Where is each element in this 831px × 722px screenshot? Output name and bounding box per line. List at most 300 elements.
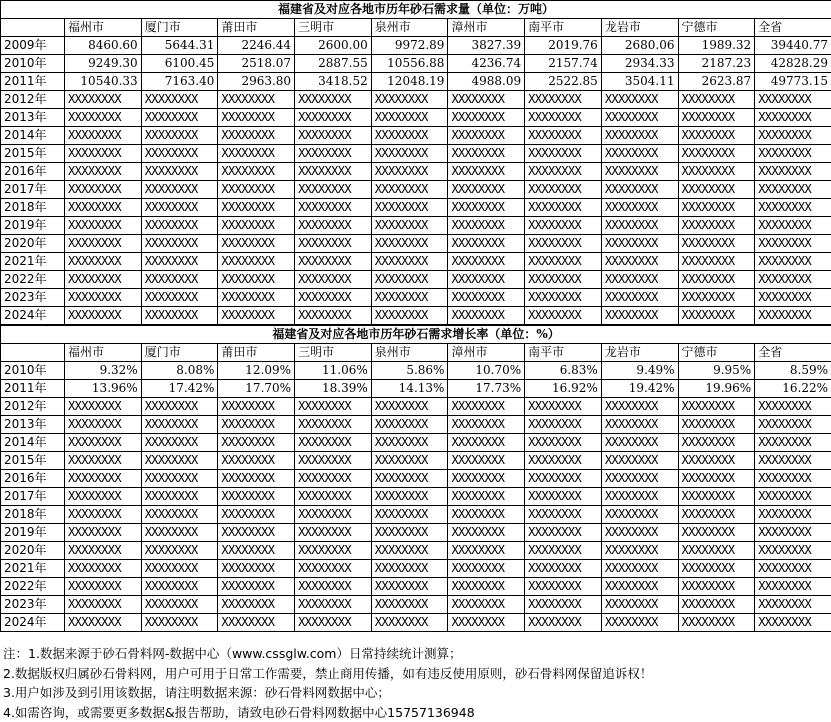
value-cell[interactable]: 12048.19	[371, 73, 448, 91]
value-cell[interactable]: 9.49%	[601, 362, 678, 380]
column-header[interactable]: 龙岩市	[601, 344, 678, 362]
masked-cell[interactable]: XXXXXXXX	[141, 235, 218, 253]
year-cell[interactable]: 2016年	[1, 163, 65, 181]
value-cell[interactable]: 8.08%	[141, 362, 218, 380]
value-cell[interactable]: 2522.85	[525, 73, 602, 91]
masked-cell[interactable]: XXXXXXXX	[448, 307, 525, 325]
masked-cell[interactable]: XXXXXXXX	[295, 181, 372, 199]
masked-cell[interactable]: XXXXXXXX	[65, 542, 142, 560]
masked-cell[interactable]: XXXXXXXX	[678, 506, 755, 524]
masked-cell[interactable]: XXXXXXXX	[448, 145, 525, 163]
column-header[interactable]: 南平市	[525, 19, 602, 37]
masked-cell[interactable]: XXXXXXXX	[525, 109, 602, 127]
year-cell[interactable]: 2014年	[1, 127, 65, 145]
masked-cell[interactable]: XXXXXXXX	[141, 109, 218, 127]
masked-cell[interactable]: XXXXXXXX	[371, 596, 448, 614]
masked-cell[interactable]: XXXXXXXX	[448, 488, 525, 506]
masked-cell[interactable]: XXXXXXXX	[525, 524, 602, 542]
masked-cell[interactable]: XXXXXXXX	[295, 217, 372, 235]
year-cell[interactable]: 2015年	[1, 145, 65, 163]
masked-cell[interactable]: XXXXXXXX	[678, 163, 755, 181]
masked-cell[interactable]: XXXXXXXX	[141, 163, 218, 181]
masked-cell[interactable]: XXXXXXXX	[678, 452, 755, 470]
masked-cell[interactable]: XXXXXXXX	[218, 289, 295, 307]
masked-cell[interactable]: XXXXXXXX	[601, 614, 678, 632]
value-cell[interactable]: 10540.33	[65, 73, 142, 91]
masked-cell[interactable]: XXXXXXXX	[141, 596, 218, 614]
masked-cell[interactable]: XXXXXXXX	[65, 145, 142, 163]
masked-cell[interactable]: XXXXXXXX	[371, 470, 448, 488]
masked-cell[interactable]: XXXXXXXX	[448, 289, 525, 307]
corner-cell[interactable]	[1, 19, 65, 37]
masked-cell[interactable]: XXXXXXXX	[678, 199, 755, 217]
value-cell[interactable]: 49773.15	[755, 73, 831, 91]
masked-cell[interactable]: XXXXXXXX	[141, 416, 218, 434]
masked-cell[interactable]: XXXXXXXX	[218, 416, 295, 434]
value-cell[interactable]: 2518.07	[218, 55, 295, 73]
masked-cell[interactable]: XXXXXXXX	[218, 91, 295, 109]
masked-cell[interactable]: XXXXXXXX	[448, 217, 525, 235]
masked-cell[interactable]: XXXXXXXX	[601, 578, 678, 596]
year-cell[interactable]: 2016年	[1, 470, 65, 488]
masked-cell[interactable]: XXXXXXXX	[755, 578, 831, 596]
masked-cell[interactable]: XXXXXXXX	[65, 470, 142, 488]
masked-cell[interactable]: XXXXXXXX	[371, 235, 448, 253]
masked-cell[interactable]: XXXXXXXX	[218, 163, 295, 181]
masked-cell[interactable]: XXXXXXXX	[218, 614, 295, 632]
masked-cell[interactable]: XXXXXXXX	[141, 217, 218, 235]
masked-cell[interactable]: XXXXXXXX	[218, 542, 295, 560]
year-cell[interactable]: 2018年	[1, 199, 65, 217]
masked-cell[interactable]: XXXXXXXX	[525, 253, 602, 271]
masked-cell[interactable]: XXXXXXXX	[141, 145, 218, 163]
masked-cell[interactable]: XXXXXXXX	[218, 578, 295, 596]
column-header[interactable]: 漳州市	[448, 344, 525, 362]
masked-cell[interactable]: XXXXXXXX	[448, 452, 525, 470]
masked-cell[interactable]: XXXXXXXX	[218, 452, 295, 470]
masked-cell[interactable]: XXXXXXXX	[295, 524, 372, 542]
masked-cell[interactable]: XXXXXXXX	[525, 181, 602, 199]
masked-cell[interactable]: XXXXXXXX	[755, 199, 831, 217]
column-header[interactable]: 厦门市	[141, 19, 218, 37]
masked-cell[interactable]: XXXXXXXX	[65, 253, 142, 271]
masked-cell[interactable]: XXXXXXXX	[525, 235, 602, 253]
masked-cell[interactable]: XXXXXXXX	[371, 91, 448, 109]
masked-cell[interactable]: XXXXXXXX	[525, 307, 602, 325]
masked-cell[interactable]: XXXXXXXX	[448, 542, 525, 560]
masked-cell[interactable]: XXXXXXXX	[141, 199, 218, 217]
year-cell[interactable]: 2014年	[1, 434, 65, 452]
masked-cell[interactable]: XXXXXXXX	[525, 506, 602, 524]
masked-cell[interactable]: XXXXXXXX	[601, 470, 678, 488]
masked-cell[interactable]: XXXXXXXX	[65, 614, 142, 632]
masked-cell[interactable]: XXXXXXXX	[755, 614, 831, 632]
masked-cell[interactable]: XXXXXXXX	[65, 416, 142, 434]
masked-cell[interactable]: XXXXXXXX	[448, 470, 525, 488]
year-cell[interactable]: 2017年	[1, 488, 65, 506]
masked-cell[interactable]: XXXXXXXX	[65, 307, 142, 325]
masked-cell[interactable]: XXXXXXXX	[678, 614, 755, 632]
year-cell[interactable]: 2023年	[1, 289, 65, 307]
masked-cell[interactable]: XXXXXXXX	[65, 271, 142, 289]
masked-cell[interactable]: XXXXXXXX	[295, 452, 372, 470]
masked-cell[interactable]: XXXXXXXX	[371, 578, 448, 596]
masked-cell[interactable]: XXXXXXXX	[295, 163, 372, 181]
masked-cell[interactable]: XXXXXXXX	[601, 289, 678, 307]
year-cell[interactable]: 2017年	[1, 181, 65, 199]
masked-cell[interactable]: XXXXXXXX	[371, 307, 448, 325]
masked-cell[interactable]: XXXXXXXX	[755, 506, 831, 524]
masked-cell[interactable]: XXXXXXXX	[141, 542, 218, 560]
column-header[interactable]: 全省	[755, 19, 831, 37]
masked-cell[interactable]: XXXXXXXX	[371, 253, 448, 271]
year-cell[interactable]: 2019年	[1, 217, 65, 235]
masked-cell[interactable]: XXXXXXXX	[141, 578, 218, 596]
masked-cell[interactable]: XXXXXXXX	[65, 127, 142, 145]
year-cell[interactable]: 2021年	[1, 253, 65, 271]
masked-cell[interactable]: XXXXXXXX	[601, 163, 678, 181]
column-header[interactable]: 莆田市	[218, 19, 295, 37]
year-cell[interactable]: 2019年	[1, 524, 65, 542]
masked-cell[interactable]: XXXXXXXX	[755, 163, 831, 181]
masked-cell[interactable]: XXXXXXXX	[295, 91, 372, 109]
masked-cell[interactable]: XXXXXXXX	[295, 506, 372, 524]
masked-cell[interactable]: XXXXXXXX	[755, 91, 831, 109]
masked-cell[interactable]: XXXXXXXX	[371, 163, 448, 181]
value-cell[interactable]: 19.42%	[601, 380, 678, 398]
masked-cell[interactable]: XXXXXXXX	[65, 163, 142, 181]
masked-cell[interactable]: XXXXXXXX	[448, 398, 525, 416]
masked-cell[interactable]: XXXXXXXX	[678, 253, 755, 271]
masked-cell[interactable]: XXXXXXXX	[525, 91, 602, 109]
masked-cell[interactable]: XXXXXXXX	[218, 145, 295, 163]
masked-cell[interactable]: XXXXXXXX	[525, 271, 602, 289]
masked-cell[interactable]: XXXXXXXX	[65, 235, 142, 253]
masked-cell[interactable]: XXXXXXXX	[141, 470, 218, 488]
masked-cell[interactable]: XXXXXXXX	[295, 109, 372, 127]
value-cell[interactable]: 8460.60	[65, 37, 142, 55]
masked-cell[interactable]: XXXXXXXX	[678, 109, 755, 127]
year-cell[interactable]: 2010年	[1, 362, 65, 380]
masked-cell[interactable]: XXXXXXXX	[678, 434, 755, 452]
value-cell[interactable]: 9249.30	[65, 55, 142, 73]
masked-cell[interactable]: XXXXXXXX	[371, 488, 448, 506]
year-cell[interactable]: 2021年	[1, 560, 65, 578]
masked-cell[interactable]: XXXXXXXX	[218, 398, 295, 416]
masked-cell[interactable]: XXXXXXXX	[678, 307, 755, 325]
masked-cell[interactable]: XXXXXXXX	[141, 452, 218, 470]
masked-cell[interactable]: XXXXXXXX	[755, 307, 831, 325]
masked-cell[interactable]: XXXXXXXX	[65, 109, 142, 127]
year-cell[interactable]: 2022年	[1, 578, 65, 596]
masked-cell[interactable]: XXXXXXXX	[218, 109, 295, 127]
value-cell[interactable]: 16.22%	[755, 380, 831, 398]
year-cell[interactable]: 2023年	[1, 596, 65, 614]
value-cell[interactable]: 12.09%	[218, 362, 295, 380]
masked-cell[interactable]: XXXXXXXX	[755, 289, 831, 307]
masked-cell[interactable]: XXXXXXXX	[448, 181, 525, 199]
masked-cell[interactable]: XXXXXXXX	[141, 289, 218, 307]
masked-cell[interactable]: XXXXXXXX	[65, 560, 142, 578]
masked-cell[interactable]: XXXXXXXX	[755, 217, 831, 235]
masked-cell[interactable]: XXXXXXXX	[218, 524, 295, 542]
masked-cell[interactable]: XXXXXXXX	[755, 253, 831, 271]
value-cell[interactable]: 9972.89	[371, 37, 448, 55]
masked-cell[interactable]: XXXXXXXX	[525, 560, 602, 578]
masked-cell[interactable]: XXXXXXXX	[678, 181, 755, 199]
value-cell[interactable]: 13.96%	[65, 380, 142, 398]
masked-cell[interactable]: XXXXXXXX	[65, 506, 142, 524]
masked-cell[interactable]: XXXXXXXX	[371, 271, 448, 289]
value-cell[interactable]: 7163.40	[141, 73, 218, 91]
masked-cell[interactable]: XXXXXXXX	[141, 398, 218, 416]
masked-cell[interactable]: XXXXXXXX	[65, 452, 142, 470]
masked-cell[interactable]: XXXXXXXX	[295, 235, 372, 253]
masked-cell[interactable]: XXXXXXXX	[678, 91, 755, 109]
masked-cell[interactable]: XXXXXXXX	[601, 560, 678, 578]
table-title[interactable]: 福建省及对应各地市历年砂石需求量（单位：万吨）	[1, 1, 831, 19]
masked-cell[interactable]: XXXXXXXX	[448, 91, 525, 109]
masked-cell[interactable]: XXXXXXXX	[525, 199, 602, 217]
masked-cell[interactable]: XXXXXXXX	[525, 127, 602, 145]
masked-cell[interactable]: XXXXXXXX	[601, 181, 678, 199]
year-cell[interactable]: 2011年	[1, 73, 65, 91]
value-cell[interactable]: 2623.87	[678, 73, 755, 91]
value-cell[interactable]: 39440.77	[755, 37, 831, 55]
masked-cell[interactable]: XXXXXXXX	[371, 289, 448, 307]
value-cell[interactable]: 2963.80	[218, 73, 295, 91]
year-cell[interactable]: 2011年	[1, 380, 65, 398]
masked-cell[interactable]: XXXXXXXX	[601, 199, 678, 217]
value-cell[interactable]: 42828.29	[755, 55, 831, 73]
masked-cell[interactable]: XXXXXXXX	[525, 578, 602, 596]
masked-cell[interactable]: XXXXXXXX	[218, 434, 295, 452]
masked-cell[interactable]: XXXXXXXX	[371, 560, 448, 578]
masked-cell[interactable]: XXXXXXXX	[525, 289, 602, 307]
value-cell[interactable]: 19.96%	[678, 380, 755, 398]
masked-cell[interactable]: XXXXXXXX	[755, 398, 831, 416]
masked-cell[interactable]: XXXXXXXX	[218, 127, 295, 145]
value-cell[interactable]: 5.86%	[371, 362, 448, 380]
masked-cell[interactable]: XXXXXXXX	[371, 452, 448, 470]
masked-cell[interactable]: XXXXXXXX	[525, 614, 602, 632]
masked-cell[interactable]: XXXXXXXX	[371, 145, 448, 163]
masked-cell[interactable]: XXXXXXXX	[65, 199, 142, 217]
masked-cell[interactable]: XXXXXXXX	[678, 560, 755, 578]
year-cell[interactable]: 2020年	[1, 542, 65, 560]
masked-cell[interactable]: XXXXXXXX	[371, 542, 448, 560]
masked-cell[interactable]: XXXXXXXX	[218, 307, 295, 325]
masked-cell[interactable]: XXXXXXXX	[448, 596, 525, 614]
masked-cell[interactable]: XXXXXXXX	[218, 596, 295, 614]
column-header[interactable]: 莆田市	[218, 344, 295, 362]
value-cell[interactable]: 3418.52	[295, 73, 372, 91]
year-cell[interactable]: 2018年	[1, 506, 65, 524]
masked-cell[interactable]: XXXXXXXX	[525, 452, 602, 470]
masked-cell[interactable]: XXXXXXXX	[678, 416, 755, 434]
value-cell[interactable]: 2887.55	[295, 55, 372, 73]
year-cell[interactable]: 2022年	[1, 271, 65, 289]
value-cell[interactable]: 10556.88	[371, 55, 448, 73]
masked-cell[interactable]: XXXXXXXX	[755, 470, 831, 488]
masked-cell[interactable]: XXXXXXXX	[601, 434, 678, 452]
masked-cell[interactable]: XXXXXXXX	[371, 434, 448, 452]
value-cell[interactable]: 3504.11	[601, 73, 678, 91]
masked-cell[interactable]: XXXXXXXX	[755, 109, 831, 127]
masked-cell[interactable]: XXXXXXXX	[601, 524, 678, 542]
masked-cell[interactable]: XXXXXXXX	[755, 488, 831, 506]
masked-cell[interactable]: XXXXXXXX	[141, 560, 218, 578]
masked-cell[interactable]: XXXXXXXX	[755, 452, 831, 470]
masked-cell[interactable]: XXXXXXXX	[65, 578, 142, 596]
masked-cell[interactable]: XXXXXXXX	[295, 289, 372, 307]
corner-cell[interactable]	[1, 344, 65, 362]
masked-cell[interactable]: XXXXXXXX	[371, 524, 448, 542]
column-header[interactable]: 福州市	[65, 19, 142, 37]
masked-cell[interactable]: XXXXXXXX	[218, 235, 295, 253]
value-cell[interactable]: 2157.74	[525, 55, 602, 73]
masked-cell[interactable]: XXXXXXXX	[371, 127, 448, 145]
masked-cell[interactable]: XXXXXXXX	[601, 542, 678, 560]
value-cell[interactable]: 6.83%	[525, 362, 602, 380]
column-header[interactable]: 南平市	[525, 344, 602, 362]
masked-cell[interactable]: XXXXXXXX	[141, 434, 218, 452]
masked-cell[interactable]: XXXXXXXX	[295, 614, 372, 632]
column-header[interactable]: 泉州市	[371, 344, 448, 362]
masked-cell[interactable]: XXXXXXXX	[371, 181, 448, 199]
value-cell[interactable]: 4236.74	[448, 55, 525, 73]
masked-cell[interactable]: XXXXXXXX	[141, 181, 218, 199]
masked-cell[interactable]: XXXXXXXX	[218, 271, 295, 289]
masked-cell[interactable]: XXXXXXXX	[371, 398, 448, 416]
column-header[interactable]: 宁德市	[678, 19, 755, 37]
value-cell[interactable]: 2019.76	[525, 37, 602, 55]
year-cell[interactable]: 2013年	[1, 416, 65, 434]
masked-cell[interactable]: XXXXXXXX	[678, 488, 755, 506]
masked-cell[interactable]: XXXXXXXX	[295, 271, 372, 289]
masked-cell[interactable]: XXXXXXXX	[141, 253, 218, 271]
masked-cell[interactable]: XXXXXXXX	[525, 163, 602, 181]
masked-cell[interactable]: XXXXXXXX	[601, 596, 678, 614]
masked-cell[interactable]: XXXXXXXX	[218, 506, 295, 524]
masked-cell[interactable]: XXXXXXXX	[141, 91, 218, 109]
column-header[interactable]: 泉州市	[371, 19, 448, 37]
masked-cell[interactable]: XXXXXXXX	[141, 614, 218, 632]
masked-cell[interactable]: XXXXXXXX	[601, 398, 678, 416]
year-cell[interactable]: 2013年	[1, 109, 65, 127]
masked-cell[interactable]: XXXXXXXX	[295, 560, 372, 578]
value-cell[interactable]: 2246.44	[218, 37, 295, 55]
value-cell[interactable]: 14.13%	[371, 380, 448, 398]
masked-cell[interactable]: XXXXXXXX	[755, 235, 831, 253]
masked-cell[interactable]: XXXXXXXX	[141, 506, 218, 524]
masked-cell[interactable]: XXXXXXXX	[65, 596, 142, 614]
value-cell[interactable]: 5644.31	[141, 37, 218, 55]
masked-cell[interactable]: XXXXXXXX	[678, 524, 755, 542]
masked-cell[interactable]: XXXXXXXX	[65, 398, 142, 416]
masked-cell[interactable]: XXXXXXXX	[295, 416, 372, 434]
value-cell[interactable]: 17.73%	[448, 380, 525, 398]
masked-cell[interactable]: XXXXXXXX	[218, 181, 295, 199]
value-cell[interactable]: 9.95%	[678, 362, 755, 380]
masked-cell[interactable]: XXXXXXXX	[755, 127, 831, 145]
masked-cell[interactable]: XXXXXXXX	[448, 109, 525, 127]
value-cell[interactable]: 2600.00	[295, 37, 372, 55]
masked-cell[interactable]: XXXXXXXX	[525, 542, 602, 560]
masked-cell[interactable]: XXXXXXXX	[525, 470, 602, 488]
year-cell[interactable]: 2024年	[1, 614, 65, 632]
masked-cell[interactable]: XXXXXXXX	[678, 145, 755, 163]
value-cell[interactable]: 2680.06	[601, 37, 678, 55]
masked-cell[interactable]: XXXXXXXX	[601, 91, 678, 109]
masked-cell[interactable]: XXXXXXXX	[601, 488, 678, 506]
masked-cell[interactable]: XXXXXXXX	[218, 488, 295, 506]
masked-cell[interactable]: XXXXXXXX	[295, 470, 372, 488]
column-header[interactable]: 龙岩市	[601, 19, 678, 37]
masked-cell[interactable]: XXXXXXXX	[525, 398, 602, 416]
column-header[interactable]: 福州市	[65, 344, 142, 362]
masked-cell[interactable]: XXXXXXXX	[601, 452, 678, 470]
masked-cell[interactable]: XXXXXXXX	[678, 289, 755, 307]
value-cell[interactable]: 3827.39	[448, 37, 525, 55]
value-cell[interactable]: 10.70%	[448, 362, 525, 380]
masked-cell[interactable]: XXXXXXXX	[65, 434, 142, 452]
column-header[interactable]: 宁德市	[678, 344, 755, 362]
masked-cell[interactable]: XXXXXXXX	[678, 596, 755, 614]
masked-cell[interactable]: XXXXXXXX	[295, 127, 372, 145]
value-cell[interactable]: 4988.09	[448, 73, 525, 91]
masked-cell[interactable]: XXXXXXXX	[448, 253, 525, 271]
value-cell[interactable]: 9.32%	[65, 362, 142, 380]
masked-cell[interactable]: XXXXXXXX	[218, 217, 295, 235]
masked-cell[interactable]: XXXXXXXX	[65, 524, 142, 542]
masked-cell[interactable]: XXXXXXXX	[295, 488, 372, 506]
masked-cell[interactable]: XXXXXXXX	[755, 560, 831, 578]
masked-cell[interactable]: XXXXXXXX	[371, 416, 448, 434]
masked-cell[interactable]: XXXXXXXX	[755, 271, 831, 289]
masked-cell[interactable]: XXXXXXXX	[448, 506, 525, 524]
masked-cell[interactable]: XXXXXXXX	[448, 560, 525, 578]
masked-cell[interactable]: XXXXXXXX	[448, 614, 525, 632]
masked-cell[interactable]: XXXXXXXX	[65, 488, 142, 506]
masked-cell[interactable]: XXXXXXXX	[295, 578, 372, 596]
masked-cell[interactable]: XXXXXXXX	[448, 578, 525, 596]
value-cell[interactable]: 17.42%	[141, 380, 218, 398]
year-cell[interactable]: 2012年	[1, 398, 65, 416]
masked-cell[interactable]: XXXXXXXX	[65, 289, 142, 307]
masked-cell[interactable]: XXXXXXXX	[601, 145, 678, 163]
masked-cell[interactable]: XXXXXXXX	[601, 307, 678, 325]
masked-cell[interactable]: XXXXXXXX	[678, 127, 755, 145]
column-header[interactable]: 漳州市	[448, 19, 525, 37]
table-title[interactable]: 福建省及对应各地市历年砂石需求增长率（单位：%）	[1, 326, 831, 344]
masked-cell[interactable]: XXXXXXXX	[141, 271, 218, 289]
masked-cell[interactable]: XXXXXXXX	[678, 542, 755, 560]
year-cell[interactable]: 2020年	[1, 235, 65, 253]
masked-cell[interactable]: XXXXXXXX	[295, 307, 372, 325]
masked-cell[interactable]: XXXXXXXX	[141, 524, 218, 542]
masked-cell[interactable]: XXXXXXXX	[65, 181, 142, 199]
masked-cell[interactable]: XXXXXXXX	[448, 163, 525, 181]
value-cell[interactable]: 2934.33	[601, 55, 678, 73]
year-cell[interactable]: 2010年	[1, 55, 65, 73]
masked-cell[interactable]: XXXXXXXX	[141, 488, 218, 506]
masked-cell[interactable]: XXXXXXXX	[65, 91, 142, 109]
masked-cell[interactable]: XXXXXXXX	[755, 145, 831, 163]
value-cell[interactable]: 18.39%	[295, 380, 372, 398]
year-cell[interactable]: 2015年	[1, 452, 65, 470]
column-header[interactable]: 厦门市	[141, 344, 218, 362]
